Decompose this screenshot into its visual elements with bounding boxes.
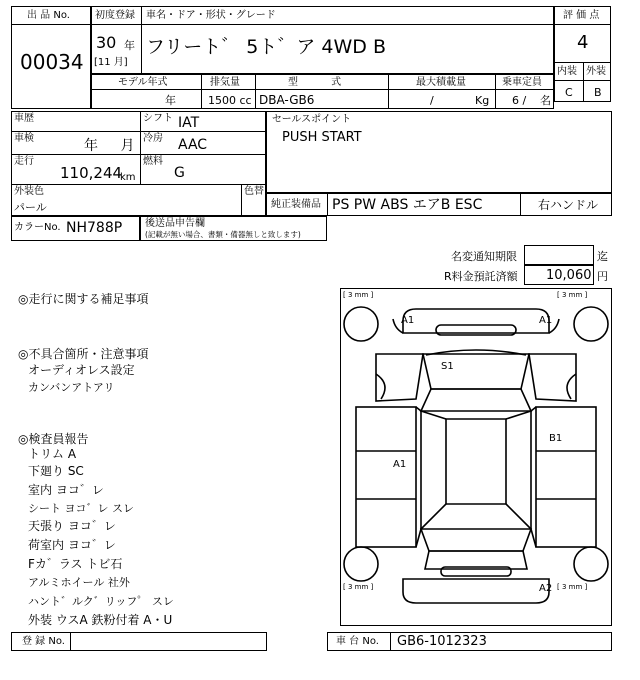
score: 4 bbox=[577, 32, 589, 53]
capacity: 6 / bbox=[512, 94, 527, 107]
fuel-label: 燃料 bbox=[143, 156, 163, 167]
recycle-unit: 円 bbox=[597, 270, 608, 283]
damage-mark: A1 bbox=[539, 315, 553, 326]
damage-mark: S1 bbox=[441, 361, 454, 372]
tire-depth-rl: [ 3 mm ] bbox=[343, 583, 374, 591]
capacity-label: 乗車定員 bbox=[502, 77, 542, 88]
tire-depth-fr: [ 3 mm ] bbox=[557, 291, 588, 299]
sales-point-label: セールスポイント bbox=[272, 114, 352, 125]
inspector-line: 下廻り SC bbox=[28, 464, 84, 478]
inspector-line: ハント゛ルク゛リッフ゜ スレ bbox=[28, 595, 174, 608]
aircon: AAC bbox=[178, 137, 208, 153]
max-load: / bbox=[430, 94, 434, 107]
score-label: 評 価 点 bbox=[563, 10, 600, 21]
mileage-unit: km bbox=[120, 172, 136, 183]
tire-front-left bbox=[344, 307, 378, 341]
car-diagram bbox=[340, 288, 612, 626]
capacity-unit: 名 bbox=[540, 94, 551, 107]
shift-label: シフト bbox=[143, 113, 173, 124]
damage-mark: A1 bbox=[393, 459, 407, 470]
chassis-no-label: 車 台 No. bbox=[336, 636, 379, 647]
inspector-line: 室内 ヨコ゛レ bbox=[28, 483, 104, 497]
katashiki: DBA-GB6 bbox=[259, 93, 315, 107]
tire-front-right bbox=[574, 307, 608, 341]
katashiki-label: 型 式 bbox=[288, 77, 342, 88]
equipment: PS PW ABS エアB ESC bbox=[332, 197, 483, 213]
details-box bbox=[11, 111, 266, 216]
damage-mark: A1 bbox=[401, 315, 415, 326]
max-load-unit: Kg bbox=[475, 94, 490, 107]
damage-mark: A2 bbox=[539, 583, 553, 594]
defect-line: カンバンアトアリ bbox=[28, 381, 115, 394]
interior-score: C bbox=[565, 86, 573, 99]
fuel: G bbox=[174, 165, 185, 181]
inspector-line: シート ヨコ゛レ スレ bbox=[28, 502, 134, 515]
first-registration-label: 初度登録 bbox=[95, 10, 135, 21]
mileage-label: 走行 bbox=[14, 156, 34, 167]
color: パール bbox=[14, 201, 47, 214]
interior-label: 内装 bbox=[557, 66, 577, 77]
history-label: 車歴 bbox=[14, 113, 34, 124]
lot-number-label: 出 品 No. bbox=[27, 10, 70, 21]
driving-remarks-title: ◎走行に関する補足事項 bbox=[18, 292, 149, 306]
lot-number: 00034 bbox=[20, 50, 84, 74]
recycle-value: 10,060 bbox=[546, 268, 592, 283]
tire-rear-left bbox=[344, 547, 378, 581]
name-change-label: 名変通知期限 bbox=[451, 250, 517, 263]
max-load-label: 最大積載量 bbox=[416, 77, 466, 88]
color-no-label: カラーNo. bbox=[14, 222, 61, 233]
sales-point: PUSH START bbox=[282, 130, 362, 145]
model-year-unit: 年 bbox=[165, 94, 176, 107]
exterior-score: B bbox=[594, 86, 602, 99]
tire-depth-rr: [ 3 mm ] bbox=[557, 583, 588, 591]
displacement: 1500 cc bbox=[208, 94, 252, 107]
chassis-no: GB6-1012323 bbox=[397, 634, 487, 649]
inspector-title: ◎検査員報告 bbox=[18, 432, 89, 446]
year-unit: 年 bbox=[124, 39, 135, 52]
displacement-label: 排気量 bbox=[210, 77, 240, 88]
handle-side: 右ハンドル bbox=[538, 198, 599, 212]
exterior-label: 外装 bbox=[586, 66, 606, 77]
equipment-label: 純正装備品 bbox=[271, 199, 321, 210]
inspector-line: トリム A bbox=[28, 447, 77, 461]
color-label: 外装色 bbox=[14, 186, 44, 197]
defect-line: オーディオレス設定 bbox=[28, 363, 135, 377]
name-change-unit: 迄 bbox=[597, 250, 608, 263]
registration-year: 30 bbox=[96, 33, 117, 52]
shaken-label: 車検 bbox=[14, 133, 34, 144]
shift: IAT bbox=[178, 115, 200, 131]
car-name-label: 車名・ドア・形状・グレード bbox=[146, 10, 276, 21]
name-change-field bbox=[524, 245, 594, 265]
tire-depth-fl: [ 3 mm ] bbox=[343, 291, 374, 299]
registration-no-label: 登 録 No. bbox=[22, 636, 65, 647]
car-name: フリート゛ 5ト゛ア 4WD B bbox=[146, 36, 386, 58]
inspector-line: 天張り ヨコ゛レ bbox=[28, 519, 116, 533]
inspector-line: 荷室内 ヨコ゛レ bbox=[28, 538, 116, 552]
color-change-label: 色替 bbox=[244, 186, 264, 197]
registration-month: [11 月] bbox=[94, 57, 128, 68]
inspector-line: アルミホイール 社外 bbox=[28, 576, 130, 589]
model-year-label: モデル年式 bbox=[118, 77, 168, 88]
shaken-value: 年 月 bbox=[84, 138, 135, 154]
damage-mark: B1 bbox=[549, 433, 563, 444]
accessory-note: (記載が無い場合、書類・備器無しと致します) bbox=[145, 230, 301, 239]
accessory-label: 後送品申告欄 bbox=[145, 218, 205, 229]
tire-rear-right bbox=[574, 547, 608, 581]
aircon-label: 冷房 bbox=[143, 133, 163, 144]
inspector-line: Fカ゛ラス トビ石 bbox=[28, 557, 123, 571]
mileage: 110,244 bbox=[60, 164, 123, 182]
color-no: NH788P bbox=[66, 220, 123, 236]
recycle-label: R料金預託済額 bbox=[444, 270, 518, 283]
defects-title: ◎不具合箇所・注意事項 bbox=[18, 347, 149, 361]
inspector-line: 外装 ウスA 鉄粉付着 A・U bbox=[28, 613, 173, 627]
